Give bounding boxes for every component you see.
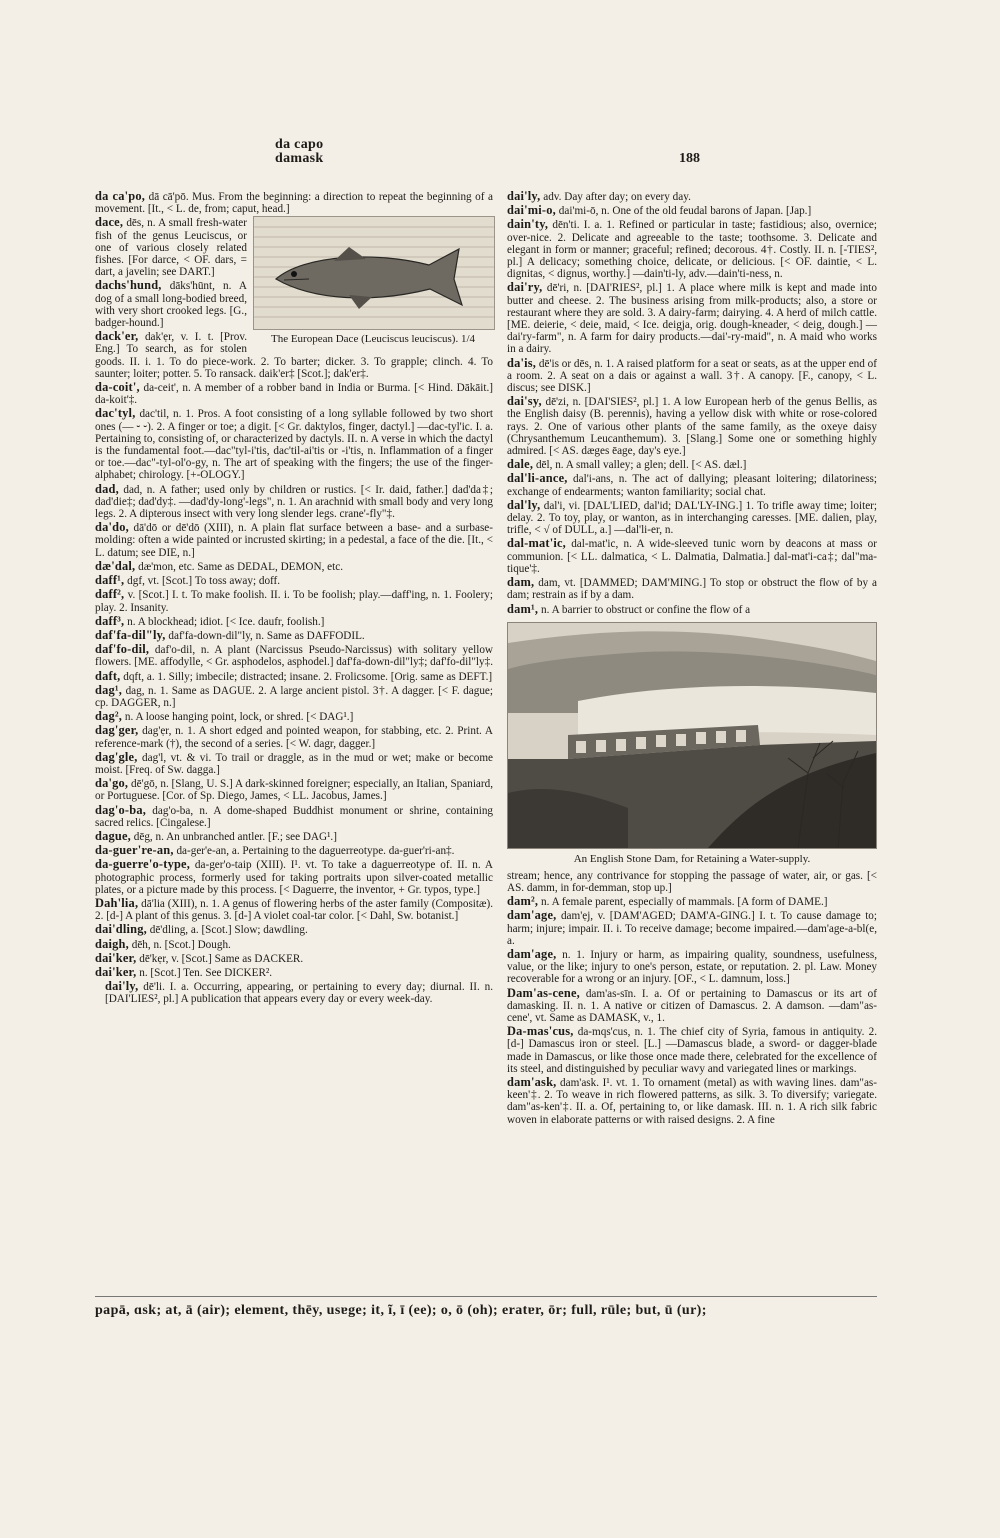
headword: dai'ry, — [507, 280, 543, 295]
entry — [95, 923, 493, 936]
definition: dā cā'pō. Mus. From the beginning: a direction to repeat the beginning of a movement. [It., < L. de, from; caput, head.] — [95, 191, 494, 216]
headword: dague, — [95, 828, 131, 843]
definition: daf'o-dil, n. A plant (Narcissus Pseudo-Narcissus) with solitary yellow flowers. [ME. affodylle, < Gr. asphodelos, asphodel.] daf'fa-down-dil"ly‡; daf'fo-dil"ly‡. — [95, 644, 493, 669]
headword: da-coit', — [95, 380, 140, 395]
entry — [507, 458, 877, 471]
entry — [507, 1025, 877, 1075]
definition: n. A barrier to obstruct or confine the flow of a — [541, 603, 751, 616]
definition: dæ'mon, etc. Same as DEDAL, DEMON, etc. — [138, 560, 344, 573]
definition: dēs, n. A small fresh-water fish of the genus Leuciscus, or one of various closely related fishes. [For darce, < OF. dars, = dart, a javelin; see DART.] — [95, 217, 247, 279]
headword: daf'fo-dil, — [95, 642, 150, 657]
entry — [507, 204, 877, 217]
guide-word-first: da capo — [275, 137, 324, 152]
definition: adv. Day after day; on every day. — [543, 191, 691, 203]
entry — [95, 643, 493, 668]
headword: dam¹, — [507, 601, 539, 616]
headword: dai'ker, — [95, 950, 137, 965]
entry — [95, 966, 493, 979]
dam-figure — [507, 622, 877, 865]
headword: daf'fa-dil"ly, — [95, 627, 166, 642]
definition: dāks'hūnt, n. A dog of a small long-bodied breed, with very short crooked legs. [G., badger-hound.] — [95, 280, 247, 330]
headword: Da-mas'cus, — [507, 1024, 574, 1039]
definition: dēh, n. [Scot.] Dough. — [131, 938, 231, 951]
entry — [507, 869, 877, 894]
headword: daff³, — [95, 613, 125, 628]
definition: n. A blockhead; idiot. [< Ice. daufr, foolish.] — [127, 615, 325, 628]
entry — [507, 190, 877, 203]
headword: dag¹, — [95, 682, 123, 697]
definition: dē'zi, n. [DAI'SIES², pl.] 1. A low European herb of the genus Bellis, as the English daisy (B. perennis), having a yellow disk with white or rose-colored rays. 2. One of various other plants of the same family, as the oxeye daisy (Chrysanthemum Leucanthemum). 3. [Slang.] Some one or something highly admired. [< AS. dæges ēage, day's eye.] — [507, 396, 877, 458]
definition: n. A loose hanging point, lock, or shred. [< DAG¹.] — [124, 711, 354, 724]
headword: dag'ger, — [95, 723, 139, 738]
entry — [507, 472, 877, 497]
headword: dam, — [507, 575, 535, 590]
headword: dam'age, — [507, 946, 557, 961]
entry — [95, 777, 493, 802]
entry — [95, 381, 493, 406]
headword: dam², — [507, 894, 539, 909]
entry — [95, 952, 493, 965]
headword: dale, — [507, 457, 534, 472]
headword: dag'gle, — [95, 749, 138, 764]
footer-rule — [95, 1296, 877, 1297]
headword: dain'ty, — [507, 217, 549, 232]
definition: da-ceit', n. A member of a robber band in India or Burma. [< Hind. Dākāit.] da-koit'‡. — [95, 382, 493, 407]
definition: n. [Scot.] Ten. See DICKER². — [139, 966, 273, 979]
definition: dag, n. 1. Same as DAGUE. 2. A large ancient pistol. 3†. A dagger. [< F. dague; cp. DAGGER, n.] — [95, 684, 493, 709]
entry — [95, 574, 493, 587]
definition: dē'is or dēs, n. 1. A raised platform for a seat or seats, as at the upper end of a room. 2. A seat on a dais or against a wall. 3†. A canopy. [F., canopy, < L. discus; see DISK.] — [507, 357, 877, 395]
entry — [95, 560, 493, 573]
definition: dam, vt. [DAMMED; DAM'MING.] To stop or obstruct the flow of by a dam; restrain as if by a dam. — [507, 577, 878, 602]
entry — [507, 909, 877, 947]
entry — [507, 537, 877, 575]
synonym-note — [95, 980, 493, 1005]
entry — [507, 395, 877, 457]
entry — [95, 483, 493, 521]
headword: dac'tyl, — [95, 406, 136, 421]
definition: dam'as-sīn. I. a. Of or pertaining to Damascus or its art of damasking. II. n. 1. A native or citizen of Damascus. 2. A damson. —dam"as-cene', vt. Same as DAMASK, v., 1. — [507, 987, 877, 1024]
entry — [507, 218, 877, 280]
headword: dace, — [95, 215, 124, 230]
definition: daf'fa-down-dil"ly, n. Same as DAFFODIL. — [168, 629, 365, 642]
headword: da ca'po, — [95, 189, 146, 203]
headword: dachs'hund, — [95, 278, 162, 293]
page-header — [275, 138, 735, 168]
definition: dac'til, n. 1. Pros. A foot consisting of a long syllable followed by two short ones (— ⏑ ⏑). 2. A finger or toe; a digit. [< Gr. daktylos, finger, dactyl.] —dac-tyl'ic. I. a. Pertaining to, consisting of, or characterized by dactyls. II. n. A verse in which the dactyl is the fundamental foot.—dac"tyl-i'tis, dac'til-ai'tis or -i'tis, n. Inflammation of a finger or toe.—dac"-tyl-ol'o-gy, n. The art of speaking with the fingers; the use of the finger-alphabet; chirology. [+-OLOGY.] — [95, 408, 493, 482]
headword: dai'sy, — [507, 394, 542, 409]
definition: dqft, a. 1. Silly; imbecile; distracted; insane. 2. Frolicsome. [Orig. same as DEFT.] — [123, 670, 493, 683]
right-column — [507, 190, 877, 1127]
definition: da-ger'o-taip (XIII). I¹. vt. To take a daguerreotype of. II. n. A photographic process, formerly used for taking portraits upon silver-coated metallic plates, or a picture made by this process. [< Daguerre, the inventor, + Gr. typos, type.] — [95, 859, 493, 896]
definition: dam'ask. I¹. vt. 1. To ornament (metal) as with waving lines. dam"as-keen'‡. 2. To weave in rich flowered patterns, as silk. 3. To diversify; variegate. dam"as-ken'‡. II. a. Of, pertaining to, or like damask. III. n. 1. A rich silk fabric woven in elaborate patterns or with raised designs. 2. A fine — [507, 1076, 878, 1126]
headword: daft, — [95, 668, 121, 683]
entry — [95, 670, 493, 683]
definition: dgf, vt. [Scot.] To toss away; doff. — [127, 575, 281, 588]
entry — [95, 710, 493, 723]
headword: dai'ly, — [507, 189, 541, 203]
entry — [507, 281, 877, 355]
entry — [95, 897, 493, 922]
definition: n. A female parent, especially of mammals. [A form of DAME.] — [541, 896, 828, 909]
headword: dal'li-ance, — [507, 471, 568, 486]
headword: dam'ask, — [507, 1074, 557, 1089]
headword: dai'ly, — [105, 979, 139, 994]
definition: dē'kẹr, v. [Scot.] Same as DACKER. — [139, 952, 304, 965]
entry — [95, 844, 493, 857]
definition: dal-mat'ic, n. A wide-sleeved tunic worn by deacons at mass or communion. [< LL. dalmatica, < L. Dalmatia, Dalmatia.] dal-mat'i-ca‡; dal"ma-tique'‡. — [507, 538, 877, 575]
headword: da'do, — [95, 520, 129, 535]
definition: dē'ri, n. [DAI'RIES², pl.] 1. A place where milk is kept and made into butter and cheese. 2. The business arising from milk-products; also, a store or restaurant where they are sold. 3. A dairy-farm; dairying. 4. A herd of milch cattle. [ME. deierie, < deie, maid, < Ice. deigja, orig. dough-kneader, < deig, dough.] —dai'ry-farm", n. A farm for dairy products.—dai'-ry-maid", n. A maid who works in a dairy. — [507, 282, 878, 356]
headword: da-guerre'o-type, — [95, 857, 191, 872]
headword: Dah'lia, — [95, 895, 139, 910]
entry — [95, 724, 493, 749]
entry — [507, 576, 877, 601]
definition: dēn'ti. I. a. 1. Refined or particular in taste; fastidious; also, overnice; over-nice. 2. Delicate and agreeable to the taste; toothsome. 3. Delicate and elegant in form or manner; graceful; refined; decorous. 4†. Costly. II. n. [-TIES², pl.] A delicacy; something choice, delicate, or delicious. [< OF. daintie, < L. dignitas, < dignus, worthy.] —dain'ti-ly, adv.—dain'ti-ness, n. — [507, 219, 877, 281]
headword: dal-mat'ic, — [507, 536, 566, 551]
headword: dag², — [95, 709, 123, 724]
definition: dal'i-ans, n. The act of dallying; pleasant loitering; dilatoriness; exchange of endearments; wanton familiarity; social chat. — [507, 473, 878, 498]
entry — [95, 588, 493, 613]
entry — [95, 629, 493, 642]
headword: dai'mi-o, — [507, 203, 556, 218]
entry — [507, 895, 877, 908]
left-column — [95, 190, 493, 1007]
headword: da-guer're-an, — [95, 843, 174, 858]
fish-caption: The European Dace (Leuciscus leuciscus). 1/4 — [270, 333, 476, 346]
entry — [95, 190, 493, 215]
headword: dæ'dal, — [95, 558, 136, 573]
headword: dam'age, — [507, 908, 557, 923]
headword: dai'ker, — [95, 964, 137, 979]
definition: dēg, n. An unbranched antler. [F.; see DAG¹.] — [133, 830, 337, 843]
entry — [507, 1076, 877, 1126]
headword: dag'o-ba, — [95, 802, 147, 817]
entry — [95, 407, 493, 481]
definition: dēl, n. A small valley; a glen; dell. [< AS. dæl.] — [535, 459, 747, 472]
definition: dē'li. I. a. Occurring, appearing, or pertaining to every day; diurnal. II. n. [DAI'LIES², pl.] A publication that appears every day or every week-day. — [105, 981, 494, 1006]
headword: dal'ly, — [507, 497, 541, 512]
headword: Dam'as-cene, — [507, 985, 580, 1000]
headword: daff², — [95, 587, 125, 602]
definition: n. 1. Injury or harm, as impairing quality, soundness, usefulness, value, or the like; injury to one's person, estate, or reputation. 2. pl. Law. Money recoverable for a wrong or an injury. [OF., < L. damnum, loss.] — [507, 948, 877, 986]
definition: da-ger'e-an, a. Pertaining to the daguerreotype. da-guer'ri-an‡. — [176, 845, 455, 858]
entry — [95, 804, 493, 829]
definition: v. [Scot.] I. t. To make foolish. II. i. To be foolish; play.—daff'ing, n. 1. Foolery; play. 2. Insanity. — [95, 589, 493, 614]
headword: da'go, — [95, 776, 129, 791]
entry — [507, 987, 877, 1025]
entry — [507, 357, 877, 395]
guide-word-last: damask — [275, 151, 324, 166]
definition: dad, n. A father; used only by children or rustics. [< Ir. daid, father.] dad'da‡; dad'die‡; dad'dy‡. —dad'dy-long'-legs", n. 1. An arachnid with small body and very long legs. 2. A dipterous insect with very long slender legs. crane'-fly"‡. — [95, 483, 493, 521]
headword: da'is, — [507, 355, 537, 370]
pronunciation-key: papā, ɑsk; at, ā (air); elemɐnt, thēy, usɐge; it, ĩ, ī (ee); o, ō (oh); eratɐr, ōr; full, rūle; but, ū (ur); — [95, 1303, 707, 1318]
page-number: 188 — [679, 151, 700, 166]
definition: dai'mi-ō, n. One of the old feudal barons of Japan. [Jap.] — [558, 205, 812, 218]
definition: dā'dō or dē'dō (XIII), n. A plain flat surface between a base- and a surbase-molding: often a wide painted or incrusted skirting; in a pedestal, a face of the die. [It., < L. datum; see DIE, n.] — [95, 522, 493, 559]
entry — [95, 830, 493, 843]
entry — [507, 603, 877, 616]
definition: dē'dling, a. [Scot.] Slow; dawdling. — [149, 924, 308, 937]
definition: dag'ẹr, n. 1. A short edged and pointed weapon, for stabbing, etc. 2. Print. A reference-mark (†), the second of a series. [< W. dagr, dagger.] — [95, 725, 493, 750]
headword: daigh, — [95, 936, 129, 951]
headword: daff¹, — [95, 573, 125, 588]
entry — [95, 938, 493, 951]
entry — [507, 948, 877, 986]
definition: dam'ẹj, v. [DAM'AGED; DAM'A-GING.] I. t. To cause damage to; harm; injure; impair. II. i. To receive damage; become impaired.—dam'age-a-bl(e, a. — [507, 910, 878, 947]
definition: dag'o-ba, n. A dome-shaped Buddhist monument or shrine, containing sacred relics. [Cingalese.] — [95, 804, 494, 829]
dam-illustration — [507, 622, 877, 849]
entry — [95, 858, 493, 896]
definition: dag'l, vt. & vi. To trail or draggle, as in the mud or wet; make or become moist. [Freq. of Sw. dagga.] — [95, 751, 494, 776]
definition: dā'lia (XIII), n. 1. A genus of flowering herbs of the aster family (Compositæ). 2. [d-] A plant of this genus. 3. [d-] A violet coal-tar color. [< Dahl, Sw. botanist.] — [95, 897, 493, 923]
entry — [95, 521, 493, 559]
definition: dak'ẹr, v. I. t. [Prov. Eng.] To search, as for stolen goods. II. i. 1. To do piece-work. 2. To barter; dicker. 3. To grapple; clinch. 4. To saunter; loiter; potter. 5. To ransack. daik'er‡ [Scot.]; dak'er‡. — [95, 331, 493, 380]
dam-caption: An English Stone Dam, for Retaining a Water-supply. — [573, 852, 811, 865]
fish-figure — [253, 216, 493, 345]
definition: stream; hence, any contrivance for stopping the passage of water, air, or gas. [< AS. damm, in for-demman, stop up.] — [507, 869, 877, 894]
entry — [95, 751, 493, 776]
entry — [95, 615, 493, 628]
entry — [507, 499, 877, 537]
headword: dai'dling, — [95, 922, 147, 937]
definition: dal'i, vi. [DAL'LIED, dal'id; DAL'LY-ING.] 1. To trifle away time; loiter; delay. 2. To toy, play, or wanton, as in interchanging caresses. [ME. dalien, play, trifle, < √ of DULL, a.] —dal'li-er, n. — [507, 499, 877, 537]
definition: dē'gō, n. [Slang, U. S.] A dark-skinned foreigner; especially, an Italian, Spaniard, or Portuguese. [Cor. of Sp. Diego, James, < LL. Jacobus, James.] — [95, 778, 494, 803]
entry — [95, 684, 493, 709]
headword: dad, — [95, 481, 119, 496]
definition: da-mqs'cus, n. 1. The chief city of Syria, famous in antiquity. 2. [d-] Damascus iron or steel. [L.] —Damascus blade, a sword- or dagger-blade made in Damascus, or like those once made there, celebrated for the excellence of its steel, and distinguished by peculiar wavy and variegated lines or markings. — [507, 1026, 877, 1075]
headword: dack'er, — [95, 329, 139, 344]
fish-illustration — [253, 216, 495, 330]
